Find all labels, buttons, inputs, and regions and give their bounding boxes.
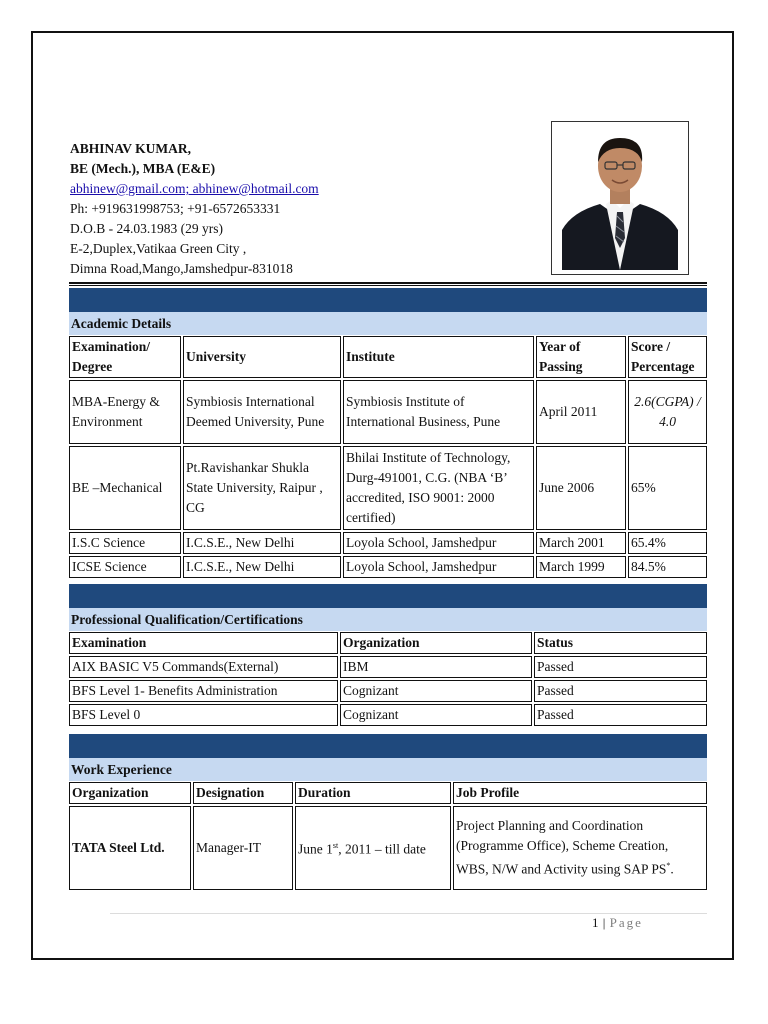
cell-university: Pt.Ravishankar Shukla State University, Raipur , CG [183, 446, 341, 530]
cell-organization: IBM [340, 656, 532, 678]
cell-university: I.C.S.E., New Delhi [183, 556, 341, 578]
page-word: Page [609, 915, 643, 930]
cell-status: Passed [534, 704, 707, 726]
col-year: Year of Passing [536, 336, 626, 378]
table-row [69, 446, 707, 530]
academic-band [69, 288, 707, 312]
col-university: University [183, 336, 341, 378]
address-line-2: Dimna Road,Mango,Jamshedpur-831018 [70, 261, 293, 276]
cell-year: June 2006 [536, 446, 626, 530]
page-number: 1 [592, 915, 599, 930]
col-exam: Examination/ Degree [69, 336, 181, 378]
cell-score: 2.6(CGPA) / 4.0 [628, 380, 707, 444]
cell-organization: Cognizant [340, 704, 532, 726]
table-header-row [69, 782, 707, 804]
cell-institute: Loyola School, Jamshedpur [343, 556, 534, 578]
cell-status: Passed [534, 680, 707, 702]
cell-exam: AIX BASIC V5 Commands(External) [69, 656, 338, 678]
professional-band [69, 584, 707, 608]
job-profile-end: . [670, 861, 674, 877]
address-line-1: E-2,Duplex,Vatikaa Green City , [70, 241, 247, 256]
col-job-profile: Job Profile [453, 782, 707, 804]
cell-designation: Manager-IT [193, 806, 293, 890]
duration-ordinal: st [332, 841, 339, 851]
table-row [69, 556, 707, 578]
cell-score: 84.5% [628, 556, 707, 578]
page-footer [592, 915, 643, 931]
col-status: Status [534, 632, 707, 654]
header-divider-thin [69, 285, 707, 286]
academic-section-title: Academic Details [69, 312, 707, 335]
cell-exam: I.S.C Science [69, 532, 181, 554]
academic-table [67, 334, 709, 580]
cell-status: Passed [534, 656, 707, 678]
cell-score: 65.4% [628, 532, 707, 554]
email-links[interactable]: abhinew@gmail.com; abhinew@hotmail.com [70, 181, 319, 196]
table-header-row [69, 336, 707, 378]
cell-exam: BFS Level 0 [69, 704, 338, 726]
cell-institute: Symbiosis Institute of International Business, Pune [343, 380, 534, 444]
duration-end: , 2011 – till date [338, 841, 426, 857]
cell-exam: MBA-Energy & Environment [69, 380, 181, 444]
work-table [67, 780, 709, 892]
profile-photo [551, 121, 689, 275]
cell-duration [295, 806, 451, 890]
col-exam: Examination [69, 632, 338, 654]
cell-institute: Bhilai Institute of Technology, Durg-491001, C.G. (NBA ‘B’ accredited, ISO 9001: 2000 certified) [343, 446, 534, 530]
col-duration: Duration [295, 782, 451, 804]
footer-separator: | [599, 915, 610, 930]
portrait-image [562, 126, 678, 270]
cell-organization: TATA Steel Ltd. [69, 806, 191, 890]
professional-section-title: Professional Qualification/Certifications [69, 608, 707, 631]
cell-exam: BFS Level 1- Benefits Administration [69, 680, 338, 702]
col-institute: Institute [343, 336, 534, 378]
table-header-row [69, 632, 707, 654]
work-band [69, 734, 707, 758]
cell-year: March 2001 [536, 532, 626, 554]
candidate-qualification: BE (Mech.), MBA (E&E) [70, 161, 216, 176]
candidate-name: ABHINAV KUMAR, [70, 141, 192, 156]
table-row [69, 656, 707, 678]
professional-table [67, 630, 709, 728]
cell-university: I.C.S.E., New Delhi [183, 532, 341, 554]
table-row [69, 532, 707, 554]
cell-score: 65% [628, 446, 707, 530]
phone-numbers: Ph: +919631998753; +91-6572653331 [70, 201, 281, 216]
col-organization: Organization [340, 632, 532, 654]
table-row [69, 704, 707, 726]
header-divider [69, 282, 707, 284]
cell-exam: BE –Mechanical [69, 446, 181, 530]
cell-exam: ICSE Science [69, 556, 181, 578]
table-row [69, 806, 707, 890]
resume-header [70, 139, 319, 279]
cell-institute: Loyola School, Jamshedpur [343, 532, 534, 554]
job-profile-text: Project Planning and Coordination (Programme Office), Scheme Creation, WBS, N/W and Activity using SAP PS [456, 818, 669, 877]
cell-job-profile [453, 806, 707, 890]
cell-year: March 1999 [536, 556, 626, 578]
col-score: Score / Percentage [628, 336, 707, 378]
col-designation: Designation [193, 782, 293, 804]
footer-divider [110, 913, 707, 914]
date-of-birth: D.O.B - 24.03.1983 (29 yrs) [70, 221, 223, 236]
cell-organization: Cognizant [340, 680, 532, 702]
job-profile-footnote-mark: * [666, 861, 671, 871]
table-row [69, 680, 707, 702]
duration-start: June 1 [298, 841, 333, 857]
cell-university: Symbiosis International Deemed University, Pune [183, 380, 341, 444]
work-section-title: Work Experience [69, 758, 707, 781]
col-organization: Organization [69, 782, 191, 804]
table-row [69, 380, 707, 444]
cell-year: April 2011 [536, 380, 626, 444]
